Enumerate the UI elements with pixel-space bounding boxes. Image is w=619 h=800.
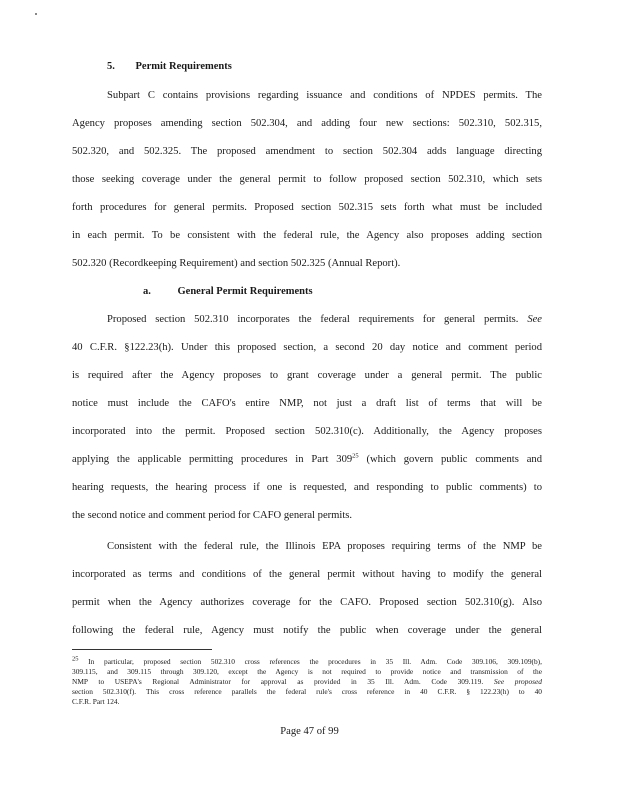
footnote-line-3 — [72, 677, 542, 686]
footnote-reference: 25 — [352, 452, 359, 460]
para2-line-3: is required after the Agency proposes to grant coverage under a general permit. The public — [72, 370, 542, 381]
para2-line-4: notice must include the CAFO's entire NMP, not just a draft list of terms that will be — [72, 398, 542, 409]
section-heading — [107, 61, 232, 72]
footnote-line-1-text: In particular, proposed section 502.310 cross references the procedures in 35 Ill. Adm. Code 309.106, 309.109(b), — [88, 657, 542, 666]
para3-line-2: incorporated as terms and conditions of the general permit without having to modify the general — [72, 569, 542, 580]
subsection-title: General Permit Requirements — [177, 286, 313, 297]
para2-line-6b: (which govern public comments and — [358, 454, 542, 465]
intro-line-1: Subpart C contains provisions regarding issuance and conditions of NPDES permits. The — [107, 90, 542, 101]
para2-line-1 — [107, 314, 542, 325]
para2-line-8: the second notice and comment period for CAFO general permits. — [72, 510, 353, 521]
section-title: Permit Requirements — [135, 61, 232, 72]
intro-line-5: forth procedures for general permits. Proposed section 502.315 sets forth what must be included — [72, 202, 542, 213]
footnote-number: 25 — [72, 655, 79, 663]
footnote-divider — [72, 649, 212, 650]
para2-line-6 — [72, 454, 542, 465]
footnote-line-1 — [72, 657, 542, 666]
para3-line-4: following the federal rule, Agency must notify the public when coverage under the general — [72, 625, 542, 636]
scan-speck — [35, 13, 37, 15]
see-signal: See — [527, 314, 543, 325]
subsection-heading — [143, 286, 313, 297]
para2-line-1-text: Proposed section 502.310 incorporates the federal requirements for general permits. — [107, 314, 519, 325]
intro-line-3: 502.320, and 502.325. The proposed amendment to section 502.304 adds language directing — [72, 146, 542, 157]
para2-line-5: incorporated into the permit. Proposed section 502.310(c). Additionally, the Agency proposes — [72, 426, 542, 437]
intro-line-6: in each permit. To be consistent with the federal rule, the Agency also proposes adding section — [72, 230, 542, 241]
para2-line-6a: applying the applicable permitting procedures in Part 309 — [72, 454, 353, 465]
footnote-see-signal: See proposed — [493, 677, 542, 686]
intro-line-2: Agency proposes amending section 502.304, and adding four new sections: 502.310, 502.315, — [72, 118, 542, 129]
footnote-line-4: section 502.310(f). This cross reference parallels the federal rule's cross reference in 40 C.F.R. § 122.23(h) to 40 — [72, 687, 542, 696]
para2-line-7: hearing requests, the hearing process if one is requested, and responding to public comments) to — [72, 482, 542, 493]
section-number: 5. — [107, 61, 115, 72]
page-number: Page 47 of 99 — [280, 726, 339, 737]
intro-line-4: those seeking coverage under the general permit to follow proposed section 502.310, which sets — [72, 174, 542, 185]
footnote-line-2: 309.115, and 309.115 through 309.120, except the Agency is not required to provide notice and transmission of the — [72, 667, 542, 676]
subsection-letter: a. — [143, 286, 151, 297]
para3-line-1: Consistent with the federal rule, the Illinois EPA proposes requiring terms of the NMP be — [107, 541, 542, 552]
intro-line-7: 502.320 (Recordkeeping Requirement) and section 502.325 (Annual Report). — [72, 258, 401, 269]
footnote-line-5: C.F.R. Part 124. — [72, 697, 120, 706]
footnote-line-3-text: NMP to USEPA's Regional Administrator for approval as provided in 35 Ill. Adm. Code 309.119. — [72, 677, 484, 686]
para2-line-2: 40 C.F.R. §122.23(h). Under this proposed section, a second 20 day notice and comment period — [72, 342, 542, 353]
para3-line-3: permit when the Agency authorizes coverage for the CAFO. Proposed section 502.310(g). Also — [72, 597, 542, 608]
